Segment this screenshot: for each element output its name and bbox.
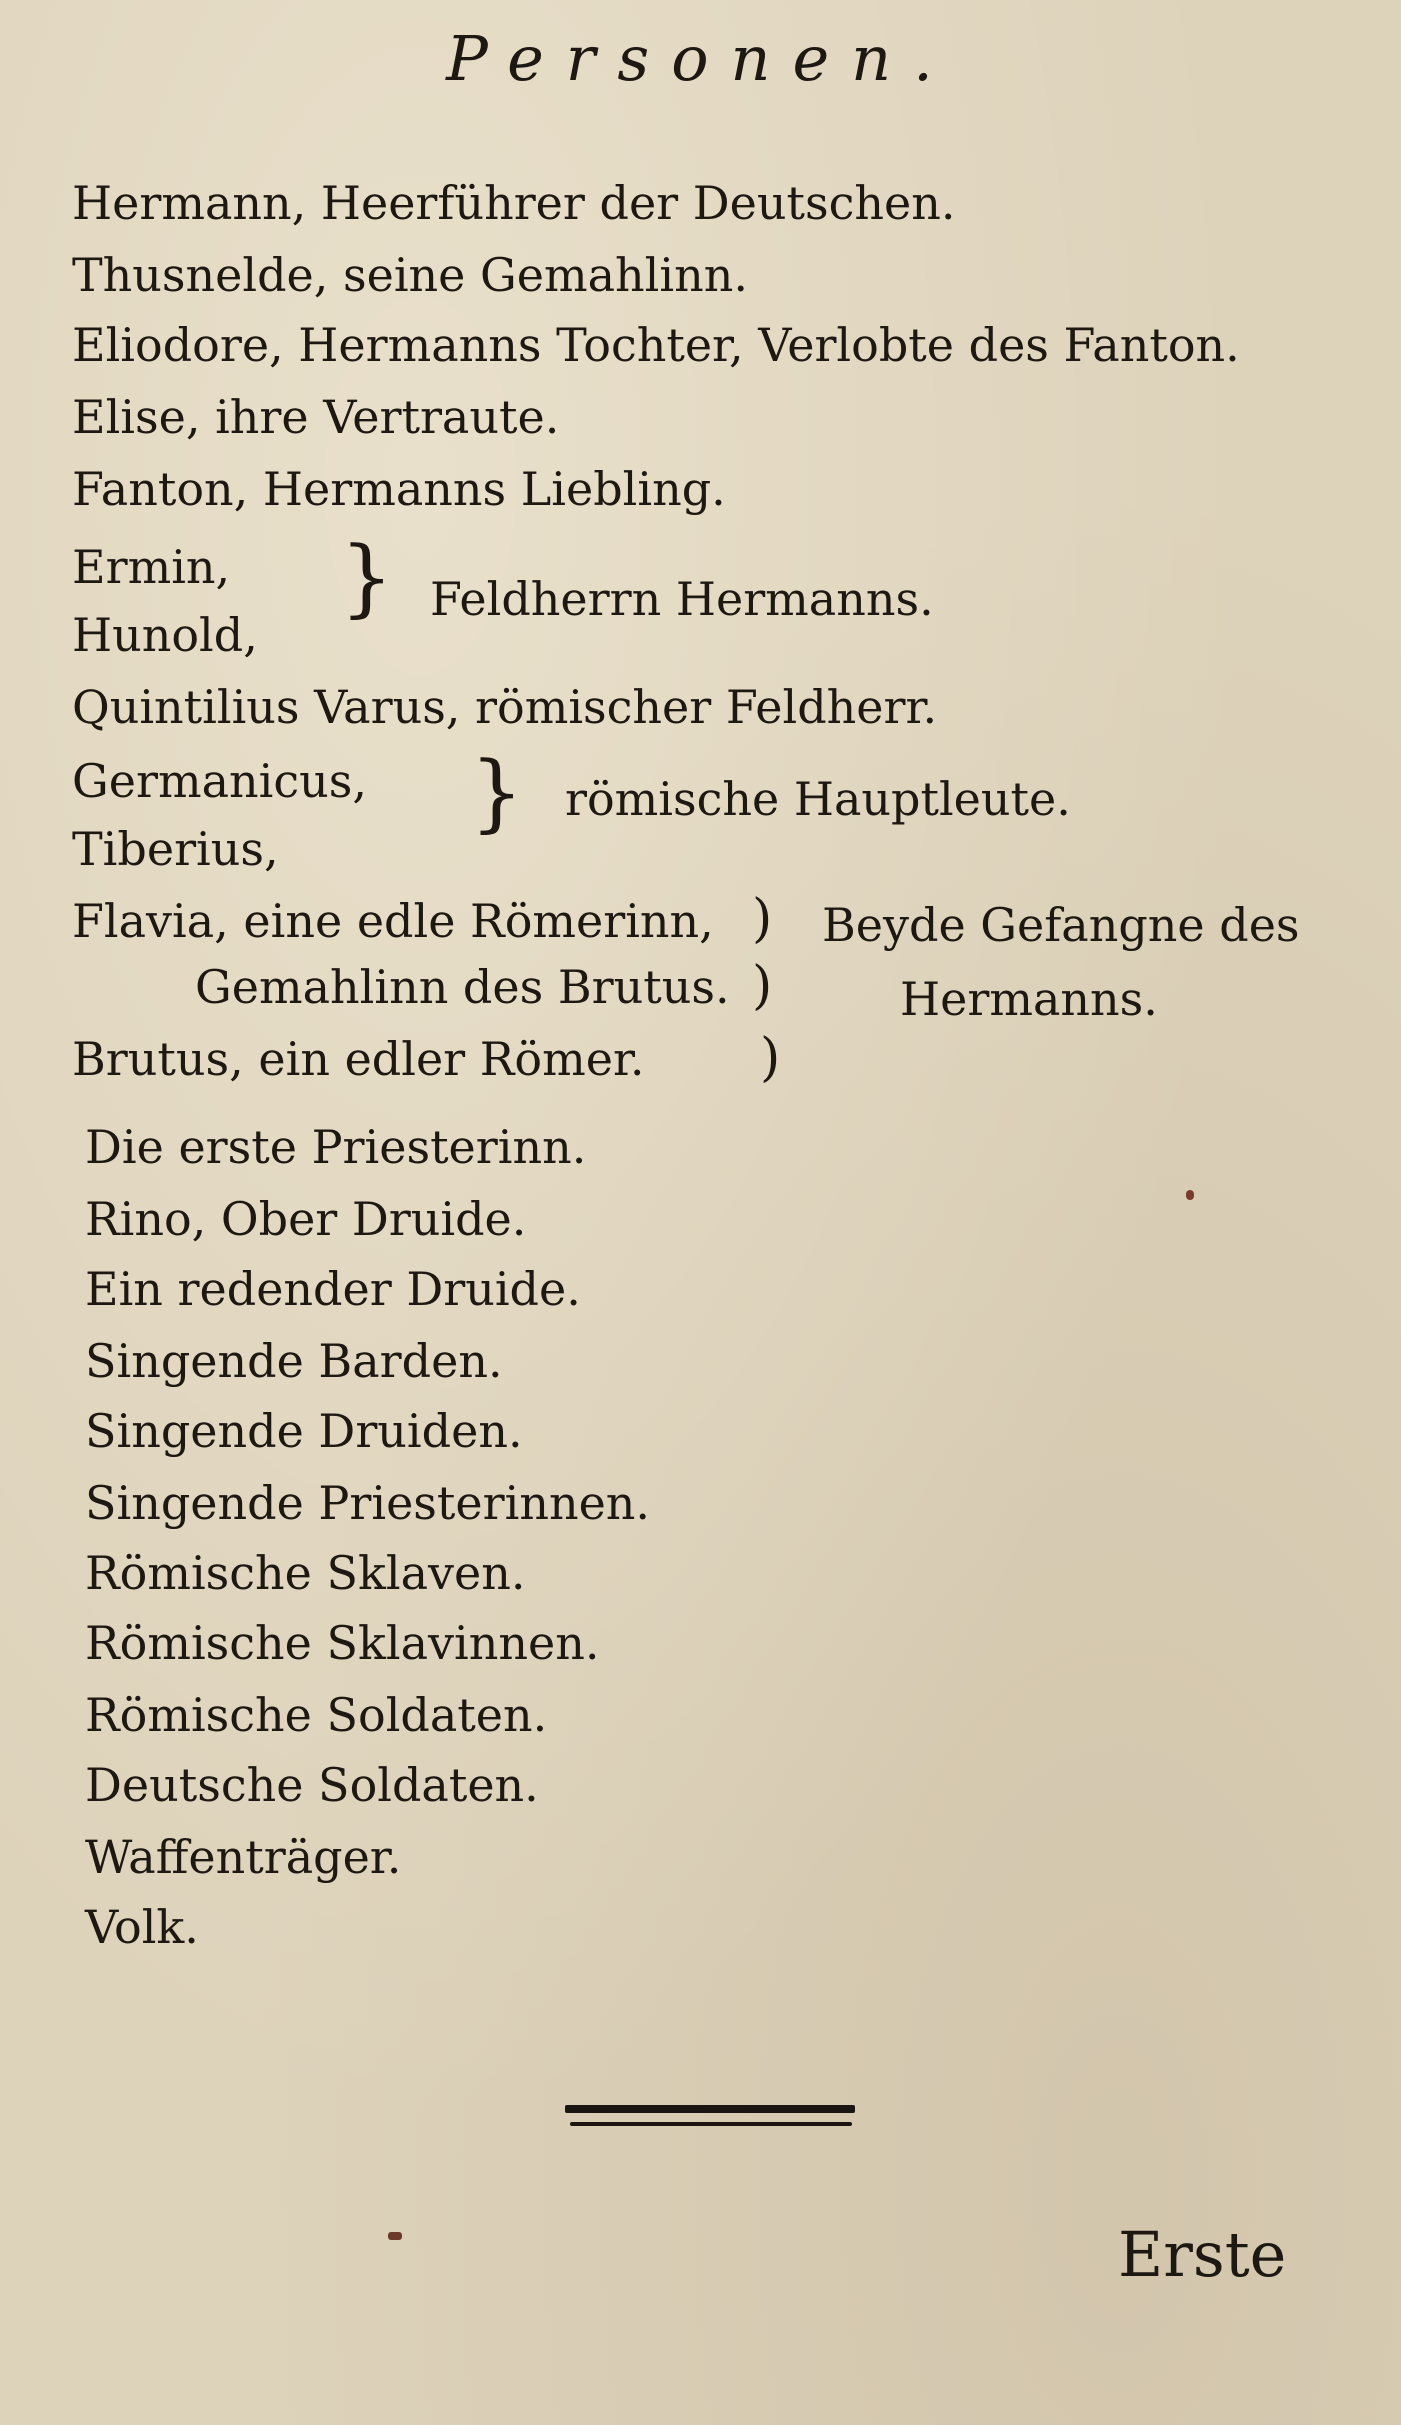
character-line: Brutus, ein edler Römer. (72, 1032, 645, 1086)
character-line: Waffenträger. (85, 1830, 402, 1884)
character-line: Singende Priesterinnen. (85, 1476, 651, 1530)
grouping-paren: ) (752, 956, 773, 1016)
character-line: Ermin, (72, 540, 231, 594)
character-line: Gemahlinn des Brutus. (195, 960, 730, 1014)
ink-spot (1186, 1190, 1194, 1200)
character-line: Tiberius, (72, 822, 279, 876)
character-line: Römische Sklaven. (85, 1546, 526, 1600)
character-line: Hermann, Heerführer der Deutschen. (72, 176, 956, 230)
group-label: Hermanns. (900, 972, 1158, 1026)
group-label: römische Hauptleute. (565, 772, 1071, 826)
grouping-paren: ) (752, 889, 773, 949)
character-line: Römische Sklavinnen. (85, 1616, 600, 1670)
divider-rule (565, 2105, 855, 2113)
character-line: Germanicus, (72, 754, 367, 808)
grouping-brace: } (470, 743, 524, 841)
character-line: Thusnelde, seine Gemahlinn. (72, 248, 748, 302)
group-label: Feldherrn Hermanns. (430, 572, 934, 626)
character-line: Deutsche Soldaten. (85, 1758, 539, 1812)
character-line: Quintilius Varus, römischer Feldherr. (72, 680, 938, 734)
grouping-brace: } (340, 528, 394, 626)
character-line: Die erste Priesterinn. (85, 1120, 587, 1174)
character-line: Römische Soldaten. (85, 1688, 548, 1742)
character-line: Elise, ihre Vertraute. (72, 390, 560, 444)
page-title: Personen. (446, 22, 955, 95)
character-line: Ein redender Druide. (85, 1262, 581, 1316)
character-line: Eliodore, Hermanns Tochter, Verlobte des Fanton. (72, 318, 1240, 372)
character-line: Fanton, Hermanns Liebling. (72, 462, 726, 516)
divider-rule (570, 2122, 852, 2126)
ink-spot (388, 2232, 402, 2240)
catchword: Erste (1118, 2218, 1287, 2291)
character-line: Flavia, eine edle Römerinn, (72, 894, 714, 948)
grouping-paren: ) (760, 1028, 781, 1088)
character-line: Rino, Ober Druide. (85, 1192, 527, 1246)
character-line: Singende Barden. (85, 1334, 503, 1388)
character-line: Singende Druiden. (85, 1404, 523, 1458)
character-line: Volk. (85, 1900, 199, 1954)
character-line: Hunold, (72, 608, 258, 662)
group-label: Beyde Gefangne des (822, 898, 1300, 952)
